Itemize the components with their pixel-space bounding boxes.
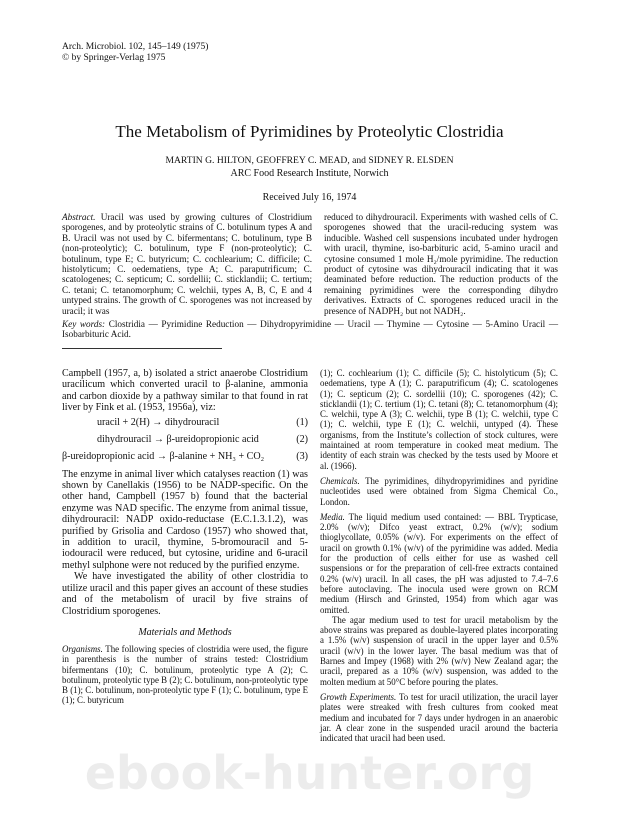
growth-label: Growth Experiments. — [320, 691, 397, 702]
keywords-text: Clostridia — Pyrimidine Reduction — Dihydropyrimidine — Uracil — Thymine — Cytosine — 5-Amino Uracil — Isobarbituric Acid. — [62, 319, 559, 340]
paper-title: The Metabolism of Pyrimidines by Proteolytic Clostridia — [115, 122, 504, 141]
equation-1-number: (1) — [296, 416, 308, 428]
section-heading: Materials and Methods — [138, 626, 232, 638]
section-divider — [62, 348, 222, 349]
equation-3 — [62, 450, 308, 464]
equation-2 — [62, 433, 308, 447]
chemicals-label: Chemicals. — [320, 475, 360, 486]
keywords-label: Key words: — [62, 319, 106, 329]
journal-citation: Arch. Microbiol. 102, 145–149 (1975) — [62, 42, 209, 52]
equation-1-text: uracil + 2(H) → dihydrouracil — [97, 416, 220, 428]
abstract-left-text: Uracil was used by growing cultures of Clostridium sporogenes, and by proteolytic strains of C. botulinum types A and B. Uracil was not used by C. bifermentans; C. botulinum, type B (non-proteolytic); C. botulinum, type F (non-proteolytic); C. botulinum, type E; C. butyricum; C. cochlearium; C. difficile; C. histolyticum; C. oedematiens, type A; C. paraputrificum; C. scatologenes; C. septicum; C. sordellii; C. sticklandii; C. tertium; C. tetani; C. tetanomorphum; C. welchii, types A, B, C, E and 4 untyped strains. The growth of C. sporogenes was not increased by uracil; it was — [62, 212, 313, 316]
keywords — [62, 319, 558, 340]
affiliation: ARC Food Research Institute, Norwich — [230, 168, 389, 179]
abstract-right — [324, 212, 558, 316]
abstract-left — [62, 212, 312, 316]
equation-3-number: (3) — [296, 450, 308, 462]
agar-paragraph: The agar medium used to test for uracil metabolism by the above strains was prepared as double-layered plates incorporating a 1.5% (w/v) suspension of uracil in the upper layer and 0.5% uracil (w/v) in the lower layer. The basal medium was that of Barnes and Impey (1968) with 2% (w/v) New Zealand agar; the uracil, prepared as a 10% (w/v) suspension, was added to the molten medium at 50°C before pouring the plates. — [320, 614, 558, 687]
equation-3-text: β-ureidopropionic acid → β-alanine + NH₃ + CO₂ — [62, 450, 265, 462]
media-text: The liquid medium used contained: — BBL Trypticase, 2.0% (w/v); Difco yeast extract, 0.2% (w/v); sodium thioglycollate, 0.05% (w/v). For experiments on the effect of uracil on growth 0.1% (w/v) of the pyrimidine was added. Media for the production of cells either for use as washed cell suspensions or for the preparation of cell-free extracts contained 0.2% (w/v) uracil. In all cases, the pH was adjusted to 7.4–7.6 before autoclaving. The inocula used were grown on RCM medium (Hirsch and Grinsted, 1954) from which agar was omitted. — [320, 511, 558, 615]
equation-2-text: dihydrouracil → β-ureidopropionic acid — [97, 433, 259, 445]
organisms-label: Organisms. — [62, 643, 103, 654]
watermark: ebook-hunter.org — [84, 746, 535, 800]
equation-2-number: (2) — [296, 433, 308, 445]
strains-paragraph: (1); C. cochlearium (1); C. difficile (5); C. histolyticum (5); C. oedematiens, type A (1); C. paraputrificum (4); C. scatologenes (1); C. septicum (2); C. sordellii (10); C. sporogenes (42); C. sticklandii (1); C. tertium (1); C. tetani (8); C. tetanomorphum (4); C. welchii, type A (3); C. welchii, type B (1); C. welchii, type C (1); C. welchii, type E (1); C. welchii, untyped (4). These organisms, from the Institute’s collection of stock cultures, were maintained at room temperature in cooked meat medium. The identity of each strain was checked by the tests used by Moore et al. (1966). — [320, 368, 558, 471]
abstract-right-text: reduced to dihydrouracil. Experiments with washed cells of C. sporogenes showed that the uracil-reducing system was inducible. Washed cell suspensions incubated under hydrogen with uracil, thymine, iso-barbituric acid, 5-amino uracil and cytosine consumed 1 mole H₂/mole pyrimidine. The reduction product of cytosine was dihydrouracil indicating that it was deaminated before reduction. The reduction products of the remaining pyrimidines were the corresponding dihydro derivatives. Extracts of C. sporogenes reduced uracil in the presence of NADPH₂ but not NADH₂. — [324, 212, 558, 316]
copyright-line: © by Springer-Verlag 1975 — [62, 53, 166, 63]
left-column — [62, 368, 308, 706]
intro-paragraph: Campbell (1957, a, b) isolated a strict anaerobe Clostridium uracilicum which converted uracil to β-alanine, ammonia and carbon dioxide by a pathway similar to that found in rat liver by Fink et al. (1953, 1956a), viz: — [62, 368, 308, 414]
authors: MARTIN G. HILTON, GEOFFREY C. MEAD, and SIDNEY R. ELSDEN — [165, 155, 454, 166]
aim-paragraph: We have investigated the ability of other clostridia to utilize uracil and this paper gives an account of these studies and of the metabolism of uracil by five strains of Clostridium sporogenes. — [62, 571, 308, 617]
enzyme-paragraph: The enzyme in animal liver which catalyses reaction (1) was shown by Canellakis (1956) to be NADP-specific. On the other hand, Campbell (1957 b) found that the bacterial enzyme was NAD specific. The enzyme from animal tissue, dihydrouracil: NADP oxido-reductase (E.C.1.3.1.2), was purified by Grisolia and Cardoso (1957) who showed that, in addition to uracil, thymine, 5-bromouracil and 5-iodouracil were reduced, but cytosine, uridine and 6-uracil methyl sulphone were not reduced by the purified enzyme. — [62, 468, 308, 571]
abstract-heading: Abstract. — [62, 212, 96, 222]
right-column — [320, 368, 558, 743]
equation-1 — [62, 416, 308, 430]
growth-text: To test for uracil utilization, the uracil layer plates were streaked with fresh cultures from cooked meat medium and incubated for 7 days under hydrogen in an anaerobic jar. A clear zone in the suspended uracil around the bacteria indicated that uracil had been used. — [320, 691, 559, 744]
received-date: Received July 16, 1974 — [262, 192, 357, 203]
media-label: Media. — [320, 511, 345, 522]
organisms-text: The following species of clostridia were used, the figure in parenthesis is the number of strains tested: Clostridium bifermentans (10); C. botulinum, proteolytic type A (2); C. botulinum, proteolytic type B (2); C. botulinum, non-proteolytic type B (1); C. botulinum, non-proteolytic type F (1); C. botulinum, type E (1); C. butyricum — [62, 643, 308, 706]
chemicals-text: The pyrimidines, dihydropyrimidines and pyridine nucleotides used were obtained from Sigma Chemical Co., London. — [320, 475, 558, 507]
